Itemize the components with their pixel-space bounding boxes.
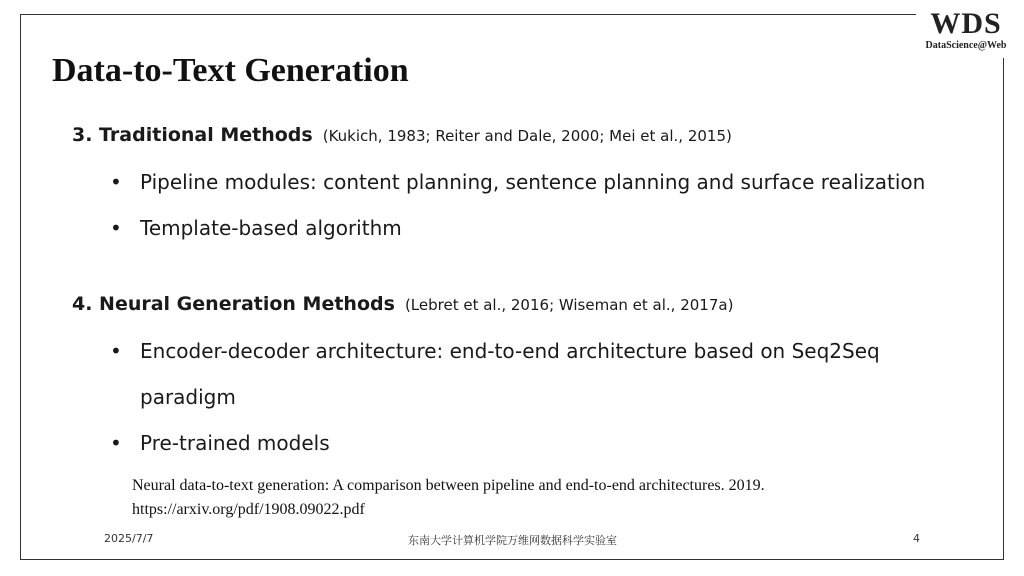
wds-logo <box>916 6 1016 58</box>
footer-page-number: 4 <box>913 532 920 545</box>
section-3-citation: (Kukich, 1983; Reiter and Dale, 2000; Mei et al., 2015) <box>322 127 732 145</box>
section-3-header <box>72 124 732 146</box>
bullet-dot-icon: • <box>110 216 122 240</box>
reference-url[interactable]: https://arxiv.org/pdf/1908.09022.pdf <box>132 501 365 518</box>
section-4-heading: 4. Neural Generation Methods <box>72 293 395 315</box>
bullet-continuation: paradigm <box>140 385 236 409</box>
reference-note <box>132 474 765 522</box>
section-3-heading: 3. Traditional Methods <box>72 124 313 146</box>
section-4-header <box>72 293 733 315</box>
bullet-item <box>110 216 402 240</box>
footer-date: 2025/7/7 <box>104 532 154 545</box>
footer-lab-name: 东南大学计算机学院万维网数据科学实验室 <box>408 534 617 547</box>
bullet-text: Pre-trained models <box>140 431 330 455</box>
section-4-citation: (Lebret et al., 2016; Wiseman et al., 2017a) <box>404 296 734 314</box>
bullet-item <box>110 339 880 363</box>
bullet-text: Template-based algorithm <box>140 216 402 240</box>
bullet-item <box>110 431 330 455</box>
slide-title: Data-to-Text Generation <box>52 52 409 89</box>
bullet-text: Pipeline modules: content planning, sentence planning and surface realization <box>140 170 926 194</box>
bullet-dot-icon: • <box>110 339 122 363</box>
reference-title: Neural data-to-text generation: A comparison between pipeline and end-to-end architectures. 2019. <box>132 477 765 494</box>
bullet-text: Encoder-decoder architecture: end-to-end architecture based on Seq2Seq <box>140 339 880 363</box>
logo-subtitle: DataScience@Web <box>925 40 1007 51</box>
bullet-dot-icon: • <box>110 170 122 194</box>
bullet-item <box>110 170 925 194</box>
logo-mark: WDS <box>930 7 1002 40</box>
bullet-dot-icon: • <box>110 431 122 455</box>
